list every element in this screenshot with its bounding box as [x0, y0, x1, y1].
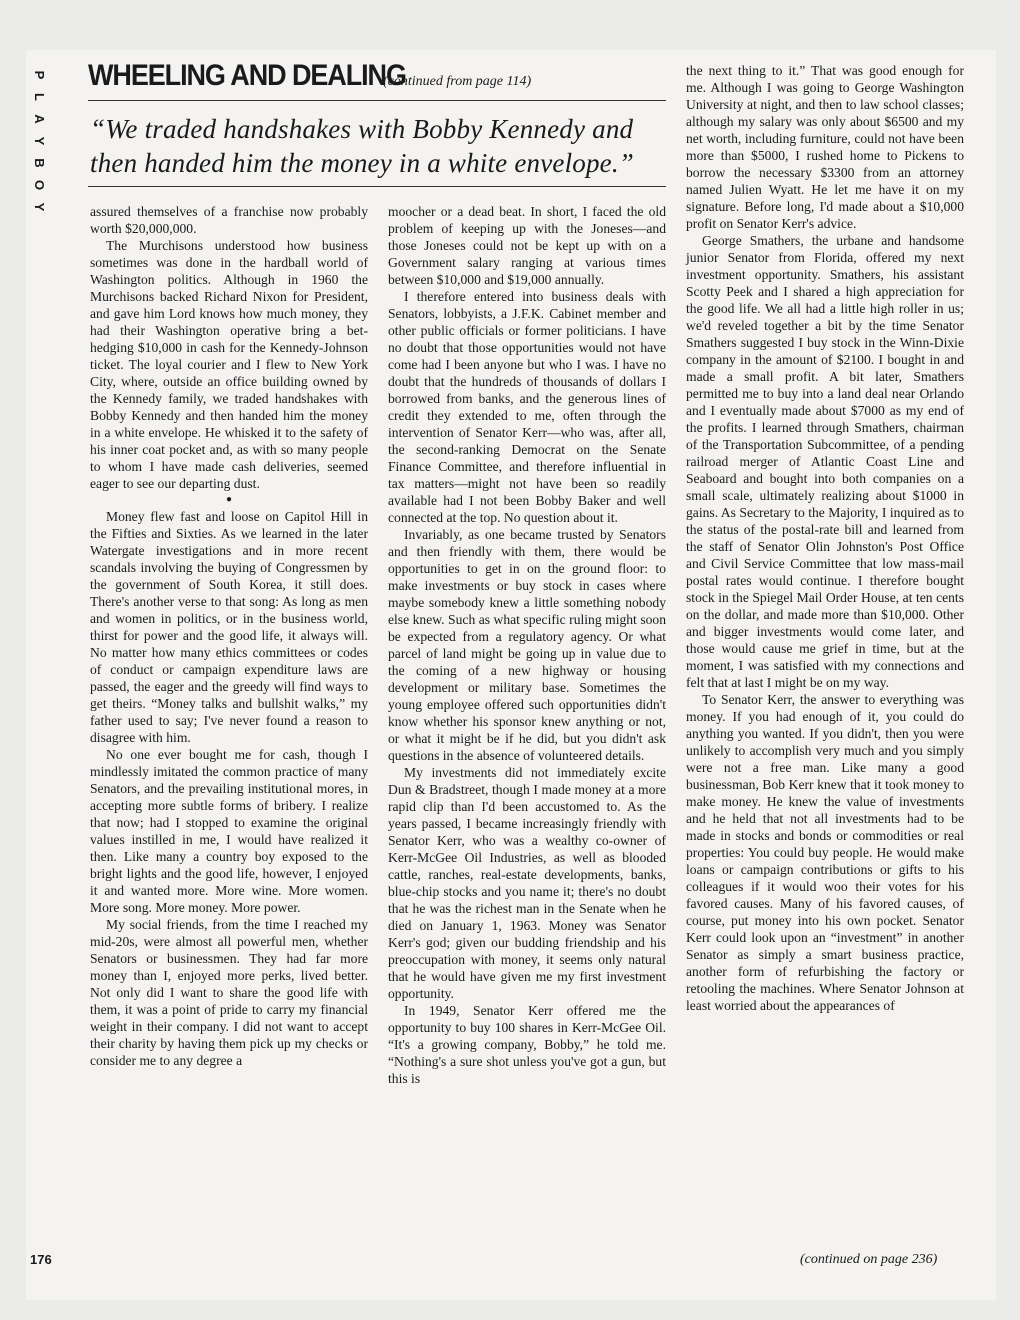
paragraph: In 1949, Senator Kerr offered me the opportunity to buy 100 shares in Kerr-McGee Oil. “It's a growing company, Bobby,” he told me. “Nothing's a sure shot unless you've got a gun, but this is — [388, 1003, 666, 1086]
article-headline: WHEELING AND DEALING — [88, 59, 406, 92]
text-column-1 — [90, 203, 368, 1069]
section-bullet: ● — [225, 494, 233, 505]
paragraph: George Smathers, the urbane and handsome junior Senator from Florida, offered my next investment opportunity. Smathers, his assistant Scotty Peek and I shared a high appreciation for the good life. We all had a little high roller in us; we'd reveled together a bit by the time Senator Smathers suggested I buy stock in the Winn-Dixie company in the amount of $2100. I bought in and made a small profit. A bit later, Smathers permitted me to buy into a land deal near Orlando and I eventually made about $7000 as my end of the profits. I learned through Smathers, chairman of the Transportation Subcommittee, of a pending railroad merger of Atlantic Coast Line and Seaboard and bought into both companies on a small scale, ultimately realizing about $1000 in gains. As Secretary to the Majority, I inquired as to the status of the postal-rate bill and learned from the staff of Senator Olin Johnston's Post Office and Civil Service Committee that low mass-mail postal rates would continue. I therefore bought stock in the Spiegel Mail Order House, at ten cents on the dollar, and made more than $10,000. Other and bigger investments would come later, and those would cause me grief in time, but at the moment, I was satisfied with my connections and felt that at last I might be on my way. — [686, 233, 964, 690]
top-rule — [88, 100, 666, 101]
paragraph: Invariably, as one became trusted by Senators and then friendly with them, there would be opportunities to get in on the ground floor: to make investments or buy stock in cases where maybe somebody knew a little something nobody else knew. Such as what specific ruling might soon be expected from a regulatory agency. Or what parcel of land might be going up in value due to the coming of a new highway or housing development or military base. Sometimes the young employee offered such opportunities didn't know whether his sponsor knew anything or not, or what it might be if he did, but you didn't ask questions in the absence of volunteered details. — [388, 527, 666, 763]
headline-row — [88, 60, 668, 100]
bottom-rule — [88, 186, 666, 187]
logo-letter: L — [32, 93, 47, 101]
paragraph: The Murchisons understood how business sometimes was done in the hardball world of Washington politics. Although in 1960 the Murchisons backed Richard Nixon for President, and gave him Lord knows how much money, they had their Washington operative bring a bet-hedging $10,000 in cash for the Kennedy-Johnson ticket. The loyal courier and I flew to New York City, where, outside an office building owned by the Kennedy family, we traded handshakes with Bobby Kennedy and then handed him the money in a white envelope. He whisked it to the safety of his inner coat pocket and, as with so many people to whom I have made cash deliveries, seemed eager to see our departing dust. — [90, 238, 368, 491]
paragraph: No one ever bought me for cash, though I mindlessly imitated the common practice of many Senators, and the prevailing institutional mores, in accepting more subtle forms of bribery. I realize that now; had I stopped to examine the original values instilled in me, I would have realized it then. Like many a country boy exposed to the bright lights and the good life, however, I enjoyed it and wanted more. More wine. More women. More song. More money. More power. — [90, 747, 368, 915]
paragraph: moocher or a dead beat. In short, I faced the old problem of keeping up with the Joneses—and those Joneses could not be kept up with on a Government salary ranging at various times between $10,000 and $19,000 annually. — [388, 204, 666, 287]
continued-from-note: (continued from page 114) — [383, 74, 532, 89]
logo-letter: Y — [32, 202, 47, 212]
logo-letter: P — [32, 70, 47, 80]
paragraph: the next thing to it.” That was good enough for me. Although I was going to George Washington University at night, and then to law school classes; although my salary was only about $6500 and my net worth, including furniture, could not have been more than $5000, I rushed home to Pickens to borrow the necessary $3300 from an attorney named Julien Wyatt. He let me have it on my signature. Before long, I'd made about a $10,000 profit on Senator Kerr's advice. — [686, 63, 964, 231]
paragraph: To Senator Kerr, the answer to everything was money. If you had enough of it, you could do anything you wanted. If you didn't, then you were unlikely to accomplish very much and you simply were not a free man. Like many a good businessman, Bob Kerr knew that it took money to make money. He knew the value of investments and he held that not all investments had to be made in stocks and bonds or commodities or real properties: You could buy people. He would make loans or campaign contributions or gifts to his colleagues if it would woo their votes for his favored causes. Many of his favored causes, of course, put money into his own pocket. Senator Kerr could look upon an “investment” in another Senator as simply a smart business practice, another form of refurbishing the factory or retooling the machines. Where Senator Johnson at least worried about the appearances of — [686, 692, 964, 1013]
paragraph: Money flew fast and loose on Capitol Hill in the Fifties and Sixties. As we learned in the later Watergate investigations and in more recent scandals involving the buying of Congressmen by the government of South Korea, it still does. There's another verse to that song: As long as men and women in politics, or in the business world, thirst for power and the good life, it always will. No matter how many ethics committees or codes of conduct or campaign expenditure laws are passed, the eager and the greedy will find ways to get theirs. “Money talks and bullshit walks,” my father used to say; I've never found a reason to disagree with him. — [90, 509, 368, 745]
paragraph: I therefore entered into business deals with Senators, lobbyists, a J.F.K. Cabinet member and other public officials or former politicians. I have no doubt that those opportunities would not have come had I been anyone but who I was. I have no doubt that the hundreds of thousands of dollars I borrowed from banks, and the generous lines of credit they extended to me, often through the intervention of Senator Kerr—who was, after all, the second-ranking Democrat on the Senate Finance Committee, and therefore influential in tax matters—might not have been so readily available had I not been Bobby Baker and well connected at the top. No question about it. — [388, 289, 666, 525]
playboy-vertical-logo — [28, 64, 50, 218]
text-column-2 — [388, 203, 666, 1087]
text-column-3 — [686, 62, 964, 1014]
paragraph: My social friends, from the time I reached my mid-20s, were almost all powerful men, whether Senators or businessmen. They had far more money than I, enjoyed more perks, lived better. Not only did I want to share the good life with them, it was a point of pride to carry my financial weight in their company. I did not want to accept their charity by having them pick up my checks or consider me to any degree a — [90, 917, 368, 1068]
logo-letter: B — [32, 158, 47, 168]
continued-on-note: (continued on page 236) — [800, 1252, 938, 1267]
logo-letter: O — [32, 179, 47, 191]
pull-quote: “We traded handshakes with Bobby Kennedy and then handed him the money in a white envelope.” — [90, 114, 635, 178]
paragraph: My investments did not immediately excite Dun & Bradstreet, though I made money at a more rapid clip than I'd been accustomed to. As the years passed, I became increasingly friendly with Senator Kerr, who was a wealthy co-owner of Kerr-McGee Oil Industries, as well as blooded cattle, ranches, real-estate developments, banks, blue-chip stocks and you name it; there's no doubt that he was the richest man in the Senate when he died on January 1, 1963. Money was Senator Kerr's god; given our budding friendship and his preoccupation with money, it seems only natural that he would have given me my first investment opportunity. — [388, 765, 666, 1001]
logo-letter: A — [32, 114, 47, 124]
paragraph: assured themselves of a franchise now probably worth $20,000,000. — [90, 204, 368, 236]
logo-letter: Y — [32, 136, 47, 146]
page-number: 176 — [30, 1252, 52, 1267]
